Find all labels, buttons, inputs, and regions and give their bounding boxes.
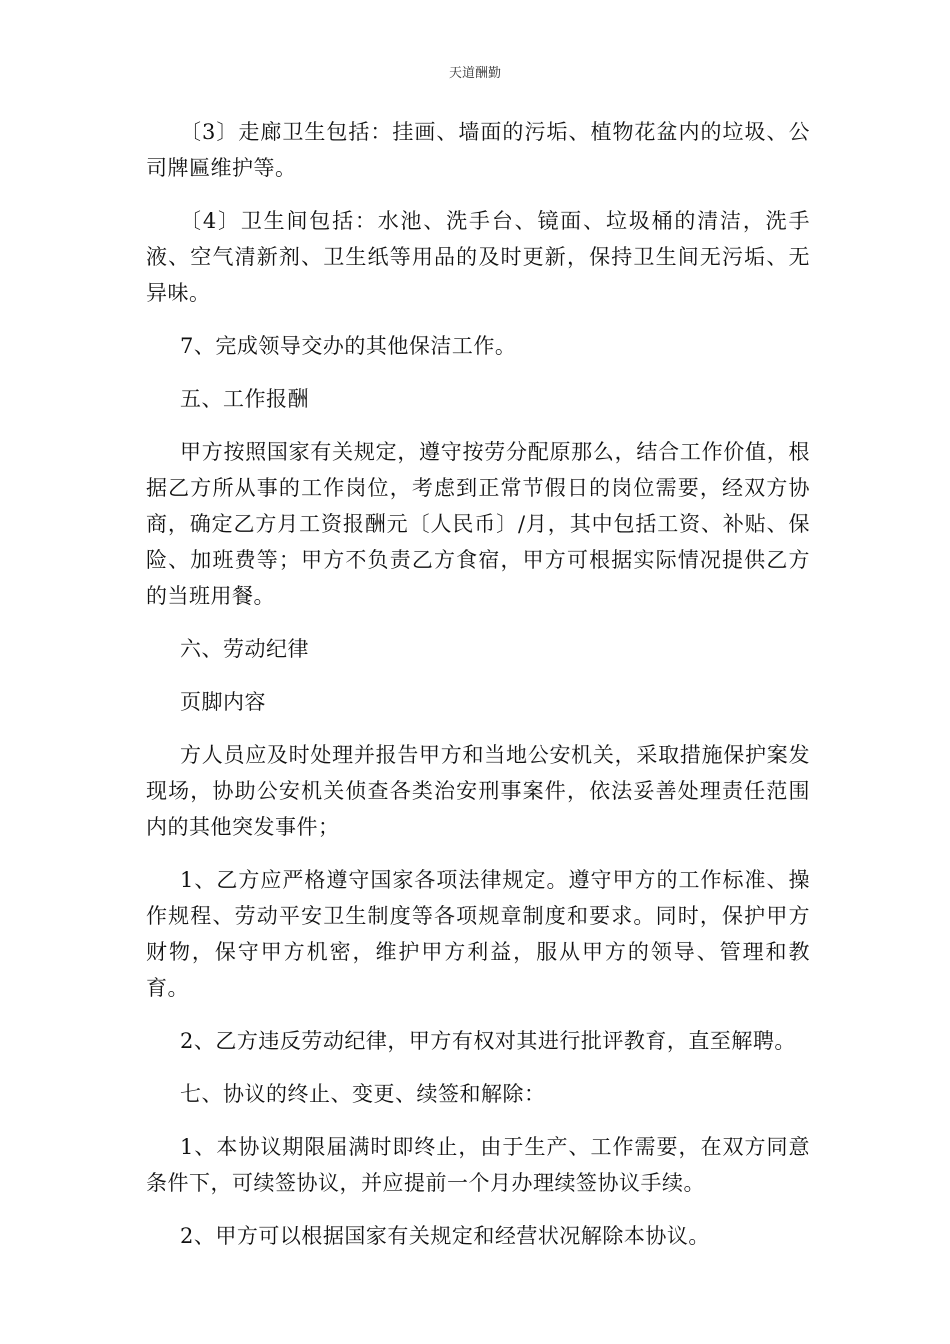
paragraph-other-duties: 7、完成领导交办的其他保洁工作。: [180, 334, 517, 358]
paragraph-discipline-rule-1: 1、乙方应严格遵守国家各项法律规定。遵守甲方的工作标准、操作规程、劳动平安卫生制度等各项规章制度和要求。同时，保护甲方财物，保守甲方机密，维护甲方利益，服从甲方的领导、管理和教育。: [146, 868, 810, 1000]
document-body: [146, 114, 810, 1271]
paragraph-termination-rule-2: 2、甲方可以根据国家有关规定和经营状况解除本协议。: [180, 1224, 710, 1248]
paragraph-restroom-cleaning: 〔4〕卫生间包括：水池、洗手台、镜面、垃圾桶的清洁，洗手液、空气清新剂、卫生纸等用品的及时更新，保持卫生间无污垢、无异味。: [146, 209, 810, 305]
paragraph-incident-handling: 方人员应及时处理并报告甲方和当地公安机关，采取措施保护案发现场，协助公安机关侦查各类治安刑事案件，依法妥善处理责任范围内的其他突发事件；: [146, 743, 810, 839]
paragraph-compensation: 甲方按照国家有关规定，遵守按劳分配原那么，结合工作价值，根据乙方所从事的工作岗位，考虑到正常节假日的岗位需要，经双方协商，确定乙方月工资报酬元〔人民币〕/月，其中包括工资、补贴、保险、加班费等；甲方不负责乙方食宿，甲方可根据实际情况提供乙方的当班用餐。: [146, 440, 810, 608]
section-heading-termination: 七、协议的终止、变更、续签和解除：: [180, 1082, 546, 1106]
paragraph-corridor-cleaning: 〔3〕走廊卫生包括：挂画、墙面的污垢、植物花盆内的垃圾、公司牌匾维护等。: [146, 120, 810, 180]
paragraph-footer-content: 页脚内容: [180, 690, 266, 714]
page-header: 天道酬勤: [448, 66, 501, 81]
section-heading-compensation: 五、工作报酬: [180, 387, 309, 411]
section-heading-discipline: 六、劳动纪律: [180, 637, 309, 661]
paragraph-termination-rule-1: 1、本协议期限届满时即终止，由于生产、工作需要，在双方同意条件下，可续签协议，并应提前一个月办理续签协议手续。: [146, 1135, 810, 1195]
paragraph-discipline-rule-2: 2、乙方违反劳动纪律，甲方有权对其进行批评教育，直至解聘。: [180, 1029, 796, 1053]
